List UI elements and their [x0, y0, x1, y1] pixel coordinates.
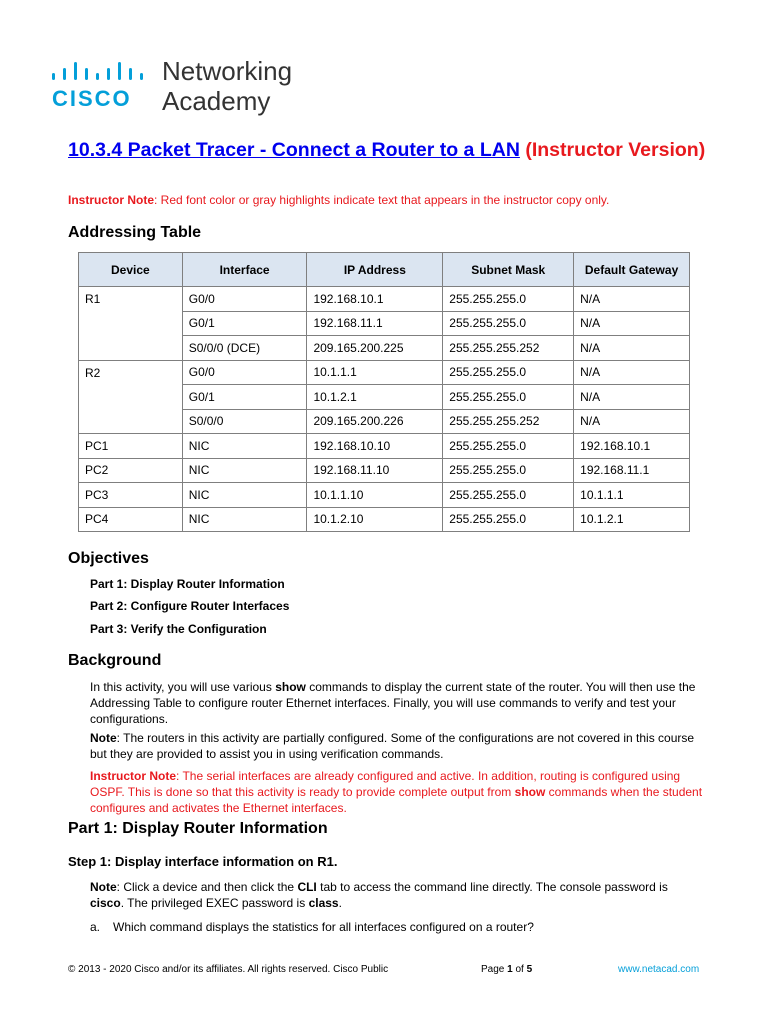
cell-subnet-mask: 255.255.255.0 — [443, 434, 574, 459]
footer-page-number — [481, 964, 532, 975]
header-device: Device — [79, 253, 183, 287]
part1-note — [90, 880, 705, 912]
cell-default-gateway: N/A — [574, 336, 690, 361]
table-row — [79, 483, 690, 508]
text-run: In this activity, you will use various — [90, 680, 276, 694]
cell-interface: NIC — [182, 458, 307, 483]
cell-ip-address: 192.168.11.1 — [307, 311, 443, 336]
cell-interface: G0/1 — [182, 311, 307, 336]
table-header-row — [79, 253, 690, 287]
cell-subnet-mask: 255.255.255.252 — [443, 409, 574, 434]
question-a — [90, 920, 534, 934]
table-row — [79, 458, 690, 483]
cell-ip-address: 192.168.11.10 — [307, 458, 443, 483]
console-password: cisco — [90, 895, 121, 910]
header-subnet-mask: Subnet Mask — [443, 253, 574, 287]
cell-interface: G0/0 — [182, 360, 307, 385]
cell-default-gateway: N/A — [574, 360, 690, 385]
cell-ip-address: 192.168.10.10 — [307, 434, 443, 459]
cell-interface: S0/0/0 — [182, 409, 307, 434]
table-row — [79, 336, 690, 361]
cell-subnet-mask: 255.255.255.0 — [443, 287, 574, 312]
exec-password: class — [308, 895, 339, 910]
instructor-note-text: : Red font color or gray highlights indicate text that appears in the instructor copy only. — [154, 193, 610, 207]
cell-device: PC3 — [79, 483, 183, 508]
header-default-gateway: Default Gateway — [574, 253, 690, 287]
cisco-wordmark: CISCO — [52, 86, 132, 111]
cell-device: R2 — [79, 360, 183, 385]
cell-ip-address: 10.1.1.1 — [307, 360, 443, 385]
text-run: commands to display the current state of the router. You will then use the Addressing Table to configure router Ethernet interfaces. Finally, you will use commands to verify and test your configurations. — [90, 680, 696, 726]
background-note — [90, 731, 705, 763]
text-run: . The privileged EXEC password is — [120, 895, 309, 910]
cell-ip-address: 192.168.10.1 — [307, 287, 443, 312]
cell-device: R1 — [79, 287, 183, 312]
cell-interface: NIC — [182, 483, 307, 508]
cli-term: CLI — [297, 880, 317, 894]
cell-subnet-mask: 255.255.255.0 — [443, 458, 574, 483]
command-show: show — [275, 680, 306, 694]
cell-default-gateway: N/A — [574, 385, 690, 410]
objectives-heading: Objectives — [68, 550, 149, 567]
footer-url-link[interactable]: www.netacad.com — [618, 964, 700, 975]
cell-device: PC2 — [79, 458, 183, 483]
cell-ip-address: 10.1.1.10 — [307, 483, 443, 508]
table-row — [79, 311, 690, 336]
addressing-table-heading: Addressing Table — [68, 224, 202, 241]
text-run: : Click a device and then click the — [116, 880, 298, 894]
text-run: commands when the student configures and activates the Ethernet interfaces. — [90, 784, 703, 815]
question-text: Which command displays the statistics for all interfaces configured on a router? — [113, 920, 534, 934]
text-run: of — [512, 964, 527, 975]
objective-item: Part 1: Display Router Information — [90, 577, 285, 591]
document-title — [68, 138, 708, 162]
cell-interface: NIC — [182, 434, 307, 459]
cell-default-gateway: 192.168.11.1 — [574, 458, 690, 483]
background-heading: Background — [68, 652, 162, 669]
cell-subnet-mask: 255.255.255.0 — [443, 311, 574, 336]
cell-subnet-mask: 255.255.255.0 — [443, 360, 574, 385]
cell-ip-address: 209.165.200.225 — [307, 336, 443, 361]
cell-subnet-mask: 255.255.255.0 — [443, 385, 574, 410]
cell-default-gateway: N/A — [574, 287, 690, 312]
instructor-note — [68, 193, 609, 207]
cell-default-gateway: 10.1.2.1 — [574, 507, 690, 532]
title-link[interactable]: 10.3.4 Packet Tracer - Connect a Router to a LAN — [68, 139, 520, 161]
instructor-note-label: Instructor Note — [68, 193, 155, 207]
background-instructor-note — [90, 769, 705, 816]
cell-ip-address: 209.165.200.226 — [307, 409, 443, 434]
cell-default-gateway: N/A — [574, 409, 690, 434]
cell-subnet-mask: 255.255.255.0 — [443, 507, 574, 532]
cell-device: PC4 — [79, 507, 183, 532]
cell-interface: S0/0/0 (DCE) — [182, 336, 307, 361]
cell-ip-address: 10.1.2.1 — [307, 385, 443, 410]
step1-heading: Step 1: Display interface information on R1. — [68, 854, 338, 869]
page-current: 1 — [507, 964, 513, 975]
background-paragraph-1 — [90, 680, 705, 727]
question-letter: a. — [90, 920, 101, 934]
table-row — [79, 409, 690, 434]
header-interface: Interface — [182, 253, 307, 287]
text-run: : The routers in this activity are partially configured. Some of the configurations are not covered in this course but they are provided to assist you in using verification commands. — [90, 731, 695, 761]
logo-networking-text: Networking — [162, 56, 293, 86]
instructor-note-label: Instructor Note — [90, 769, 177, 783]
cell-device — [79, 336, 183, 361]
note-label: Note — [90, 880, 117, 894]
cisco-bars-icon — [52, 62, 148, 80]
text-run: . — [338, 895, 342, 910]
cell-subnet-mask: 255.255.255.252 — [443, 336, 574, 361]
text-run: tab to access the command line directly. The console password is — [316, 880, 668, 894]
logo-academy-text: Academy — [162, 86, 271, 116]
page-total: 5 — [526, 964, 533, 975]
cell-ip-address: 10.1.2.10 — [307, 507, 443, 532]
footer-copyright: © 2013 - 2020 Cisco and/or its affiliates. All rights reserved. Cisco Public — [68, 964, 389, 975]
table-row — [79, 507, 690, 532]
objective-item: Part 3: Verify the Configuration — [90, 622, 267, 636]
table-row — [79, 287, 690, 312]
table-row — [79, 385, 690, 410]
text-run: : The serial interfaces are already configured and active. In addition, routing is configured using OSPF. This is done so that this activity is ready to provide complete output from — [90, 769, 681, 799]
cell-interface: NIC — [182, 507, 307, 532]
command-show: show — [514, 784, 546, 799]
cell-default-gateway: 10.1.1.1 — [574, 483, 690, 508]
table-row — [79, 360, 690, 385]
cell-default-gateway: 192.168.10.1 — [574, 434, 690, 459]
cell-device — [79, 311, 183, 336]
cell-device: PC1 — [79, 434, 183, 459]
cell-interface: G0/0 — [182, 287, 307, 312]
addressing-table — [78, 252, 690, 532]
cell-device — [79, 385, 183, 410]
objective-item: Part 2: Configure Router Interfaces — [90, 599, 290, 613]
cell-subnet-mask: 255.255.255.0 — [443, 483, 574, 508]
cell-device — [79, 409, 183, 434]
header-ip-address: IP Address — [307, 253, 443, 287]
note-label: Note — [90, 731, 117, 745]
text-run: Page — [481, 964, 508, 975]
part1-heading: Part 1: Display Router Information — [68, 820, 328, 837]
cell-interface: G0/1 — [182, 385, 307, 410]
title-instructor-version: (Instructor Version) — [525, 139, 706, 161]
cell-default-gateway: N/A — [574, 311, 690, 336]
table-row — [79, 434, 690, 459]
